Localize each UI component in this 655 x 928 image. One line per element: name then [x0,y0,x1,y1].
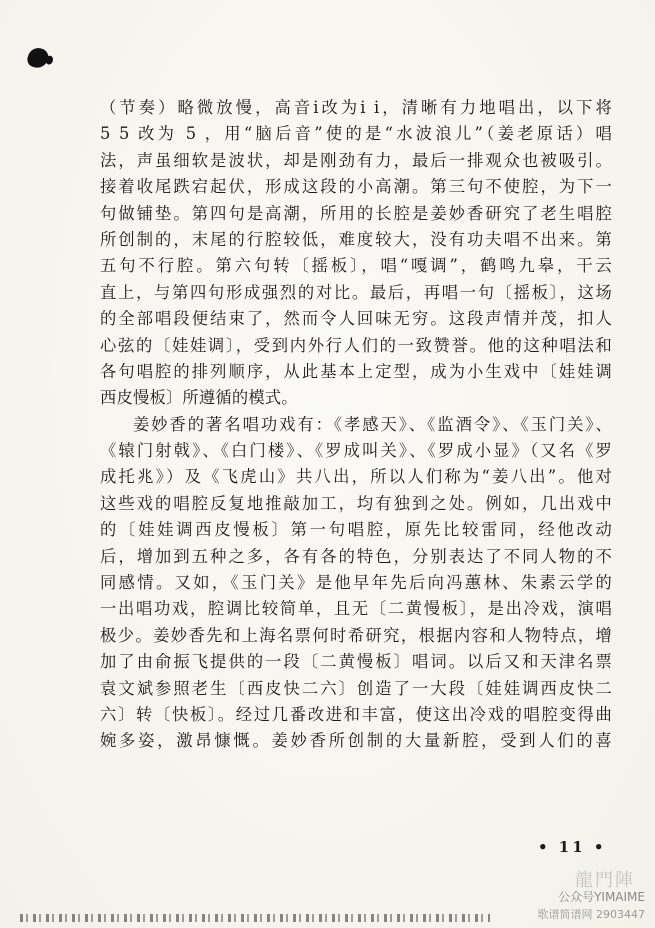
text-line: 的全部唱段便结束了，然而令人回味无穷。这段声情并茂，扣人 [100,309,612,329]
text-line: 句做铺垫。第四句是高潮，所用的长腔是姜妙香研究了老生唱腔 [100,203,612,223]
text-line: 同感情。又如，《玉门关》是他早年先后向冯蕙林、朱素云学的 [100,573,612,593]
watermark-brand: 龍門陣 [575,870,635,891]
text-line: （节奏）略微放慢，高音i改为i i，清晰有力地唱出，以下将 [100,98,612,117]
ink-blot [25,45,50,70]
text-line: 成托兆》）及《飞虎山》共八出，所以人们称为“姜八出”。他对 [100,467,612,487]
text-line: 5 5 改为 5 ，用“脑后音”使的是“水波浪儿”（姜老原话）唱 [100,124,612,144]
text-line: 六〕转〔快板〕。经过几番改进和丰富，使这出冷戏的唱腔变得曲 [100,704,612,724]
text-line: 加了由俞振飞提供的一段〔二黄慢板〕唱词。以后又和天津名票 [100,652,612,672]
text-line: 接着收尾跌宕起伏，形成这段的小高潮。第三句不使腔，为下一 [100,177,612,197]
text-line: 五句不行腔。第六句转〔摇板〕，唱“嘎调”，鹤鸣九皋，干云 [100,256,612,276]
text-line: 各句唱腔的排列顺序，从此基本上定型，成为小生戏中〔娃娃调 [100,361,612,381]
text-line: 婉多姿，激昂慷慨。姜妙香所创制的大量新腔，受到人们的喜 [100,731,612,751]
text-line: 心弦的〔娃娃调〕，受到内外行人们的一致赞誉。他的这种唱法和 [100,335,612,355]
text-line: 《辕门射戟》、《白门楼》、《罗成叫关》、《罗成小显》（又名《罗 [100,441,612,461]
watermark-account: 公众号YIMAIME [558,890,645,904]
text-line: 西皮慢板〕所遵循的模式。 [100,388,298,408]
text-line: 这些戏的唱腔反复地推敲加工，均有独到之处。例如，几出戏中 [100,493,612,513]
text-line: 直上，与第四句形成强烈的对比。最后，再唱一句〔摇板〕，这场 [100,282,612,302]
watermark-id: 歌谱简谱网 2903447 [537,908,645,921]
text-line: 所创制的，末尾的行腔较低，难度较大，没有功夫唱不出来。第 [100,229,612,249]
text-line: 袁文斌参照老生〔西皮快二六〕创造了一大段〔娃娃调西皮快二 [100,678,612,698]
scan-noise [20,914,490,922]
text-line: 极少。姜妙香先和上海名票何时希研究，根据内容和人物特点，增 [100,625,612,645]
page-number: • 11 • [538,838,607,856]
text-line: 后，增加到五种之多，各有各的特色，分别表达了不同人物的不 [100,546,612,566]
text-line: 法，声虽细软是波状，却是刚劲有力，最后一排观众也被吸引。 [100,150,612,170]
text-line: 的〔娃娃调西皮慢板〕第一句唱腔，原先比较雷同，经他改动 [100,520,612,540]
text-line: 姜妙香的著名唱功戏有：《孝感天》、《监酒令》、《玉门关》、 [133,414,612,434]
body-text [100,95,612,755]
text-line: 一出唱功戏，腔调比较简单，且无〔二黄慢板〕，是出冷戏，演唱 [100,599,612,619]
